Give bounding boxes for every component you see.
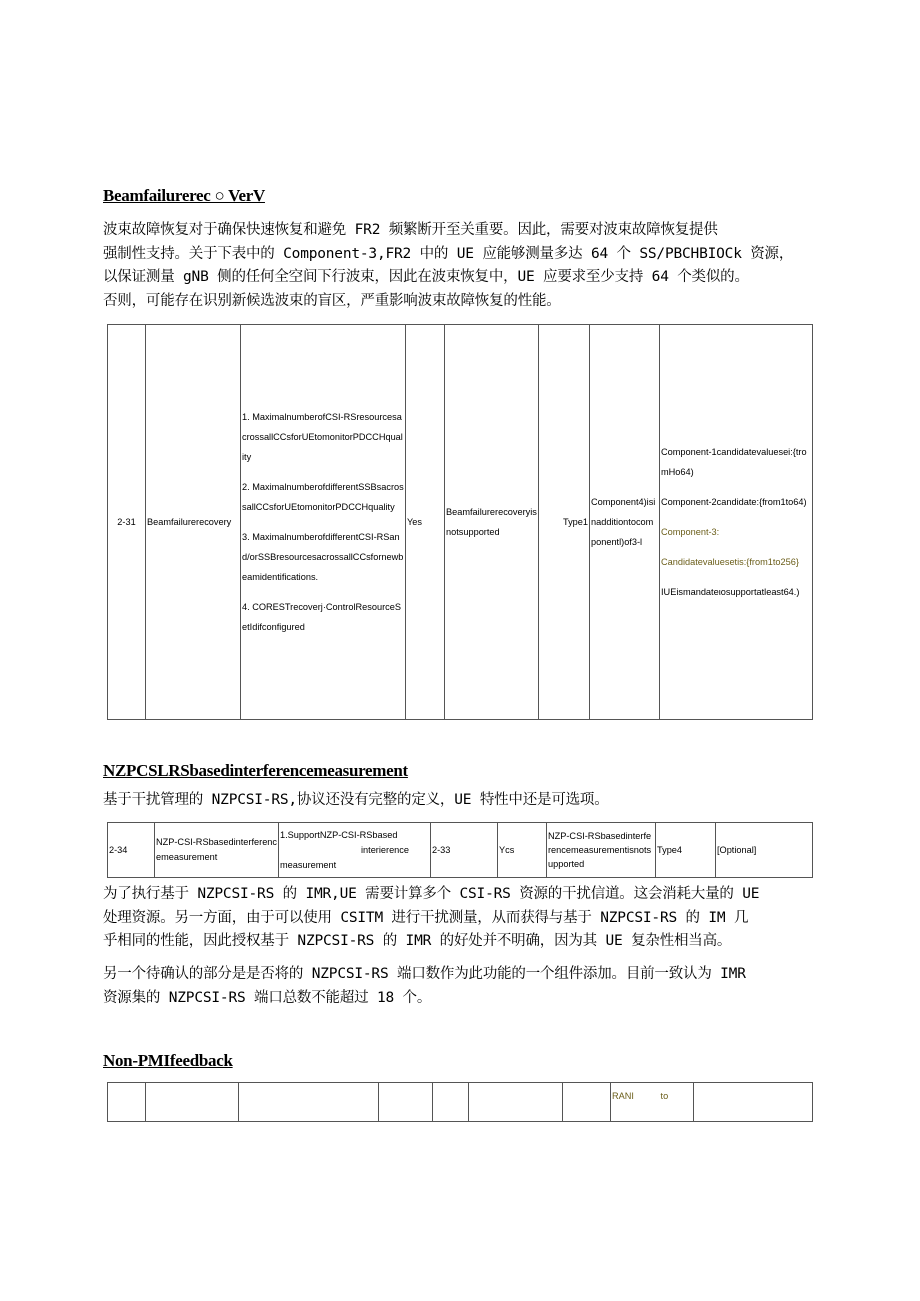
cell-prereq: 2-33 xyxy=(431,823,498,878)
cell-consequence: NZP-CSI-RSbasedinterferencemeasurementisnotsupported xyxy=(547,823,656,878)
paragraph-nzp-imr xyxy=(103,883,823,954)
paragraph-line: 资源集的 NZPCSI-RS 端口总数不能超过 18 个。 xyxy=(103,989,432,1006)
cell-rani xyxy=(611,1083,694,1122)
proposal-item: Component-3: xyxy=(661,527,720,537)
paragraph-line: 为了执行基于 NZPCSI-RS 的 IMR,UE 需要计算多个 CSI-RS 资源的干扰信道。这会消耗大量的 UE xyxy=(103,886,760,902)
cell-mandatory: Yes xyxy=(406,325,445,720)
cell-note: Component4)isinadditiontocomponentl)of3-l xyxy=(590,325,660,720)
paragraph-nzp-intro: 基于干扰管理的 NZPCSI-RS,协议还没有完整的定义，UE 特性中还是可选项。 xyxy=(103,792,609,808)
table-row xyxy=(108,325,813,720)
paragraph-nzp-ports xyxy=(103,963,823,1010)
paragraph-line: 强制性支持。关于下表中的 Component-3,FR2 中的 UE 应能够测量多达 64 个 SS/PBCHBIOCk 资源， xyxy=(103,245,794,262)
proposal-item: Candidatevaluesetis:{from1to256} xyxy=(661,557,799,567)
cell-empty xyxy=(239,1083,379,1122)
component-line: interierence xyxy=(360,844,409,855)
cell-empty xyxy=(563,1083,611,1122)
paragraph-line: 处理资源。另一方面，由于可以使用 CSITM 进行干扰测量，从而获得与基于 NZPCSI-RS 的 IM 几 xyxy=(103,909,749,926)
component-item: 1. MaximalnumberofCSI-RSresourcesacrossallCCsforUEtomonitorPDCCHquality xyxy=(242,412,403,462)
proposal-item: Component-2candidate:{from1to64) xyxy=(661,497,807,507)
cell-text: RANI xyxy=(612,1091,634,1101)
cell-empty xyxy=(694,1083,813,1122)
proposal-item: IUEismandateιosupportatleast64.) xyxy=(661,587,800,597)
component-line: measurement xyxy=(280,859,337,870)
table-beam-failure-recovery xyxy=(107,324,813,720)
cell-proposal: [Optional] xyxy=(716,823,813,878)
cell-proposal xyxy=(660,325,813,720)
cell-empty xyxy=(146,1083,239,1122)
cell-empty xyxy=(469,1083,563,1122)
cell-type: Type4 xyxy=(656,823,716,878)
component-line: 1.SupportNZP-CSI-RSbased xyxy=(280,829,398,840)
component-item: 4. CORESTrecoverj·ControlResourceSetIdifconfigured xyxy=(242,602,401,632)
cell-empty xyxy=(108,1083,146,1122)
table-nzp-csi-rs-interference xyxy=(107,822,813,878)
cell-type: Type1 xyxy=(539,325,590,720)
cell-empty xyxy=(379,1083,433,1122)
cell-consequence: Beamfailurerecoveryisnotsupported xyxy=(445,325,539,720)
cell-feature: NZP-CSI-RSbasedinterferencemeasurement xyxy=(155,823,279,878)
cell-feature: Beamfailurerecovery xyxy=(146,325,241,720)
section-heading-nzp-csi-rs-interference: NZPCSLRSbasedinterferencemeasurement xyxy=(103,761,408,780)
section-heading-non-pmi-feedback: Non-PMIfeedback xyxy=(103,1051,233,1070)
component-item: 2. MaximalnumberofdifferentSSBsacrossallCCsforUEtomonitorPDCCHquality xyxy=(242,482,404,512)
paragraph-line: 波束故障恢复对于确保快速恢复和避免 FR2 频繁断开至关重要。因此，需要对波束故障恢复提供 xyxy=(103,222,718,238)
paragraph-line: 否则，可能存在识别新候选波束的盲区，严重影响波束故障恢复的性能。 xyxy=(103,292,561,309)
table-non-pmi-feedback xyxy=(107,1082,813,1122)
cell-mandatory: Ycs xyxy=(498,823,547,878)
cell-empty xyxy=(433,1083,469,1122)
cell-text: to xyxy=(660,1091,669,1101)
cell-components xyxy=(241,325,406,720)
paragraph-line: 另一个待确认的部分是是否将的 NZPCSI-RS 端口数作为此功能的一个组件添加。目前一致认为 IMR xyxy=(103,966,746,982)
paragraph-line: 乎相同的性能，因此授权基于 NZPCSI-RS 的 IMR 的好处并不明确，因为其 UE 复杂性相当高。 xyxy=(103,933,732,949)
component-item: 3. MaximalnumberofdifferentCSI-RSand/orSSBresourcesacrossallCCsfornewbeamidentifications. xyxy=(242,532,404,582)
paragraph-line: 以保证测量 gNB 侧的任何全空间下行波束，因此在波束恢复中，UE 应要求至少支持 64 个类似的。 xyxy=(103,269,749,285)
cell-id: 2-34 xyxy=(108,823,155,878)
cell-components xyxy=(279,823,431,878)
section-heading-beam-failure-recovery: Beamfailurerec ○ VerV xyxy=(103,186,265,205)
table-row xyxy=(108,823,813,878)
paragraph-beam-failure-recovery xyxy=(103,219,823,313)
cell-id: 2-31 xyxy=(108,325,146,720)
proposal-item: Component-1candidatevaluesei:{tromHo64) xyxy=(661,447,807,477)
table-row xyxy=(108,1083,813,1122)
